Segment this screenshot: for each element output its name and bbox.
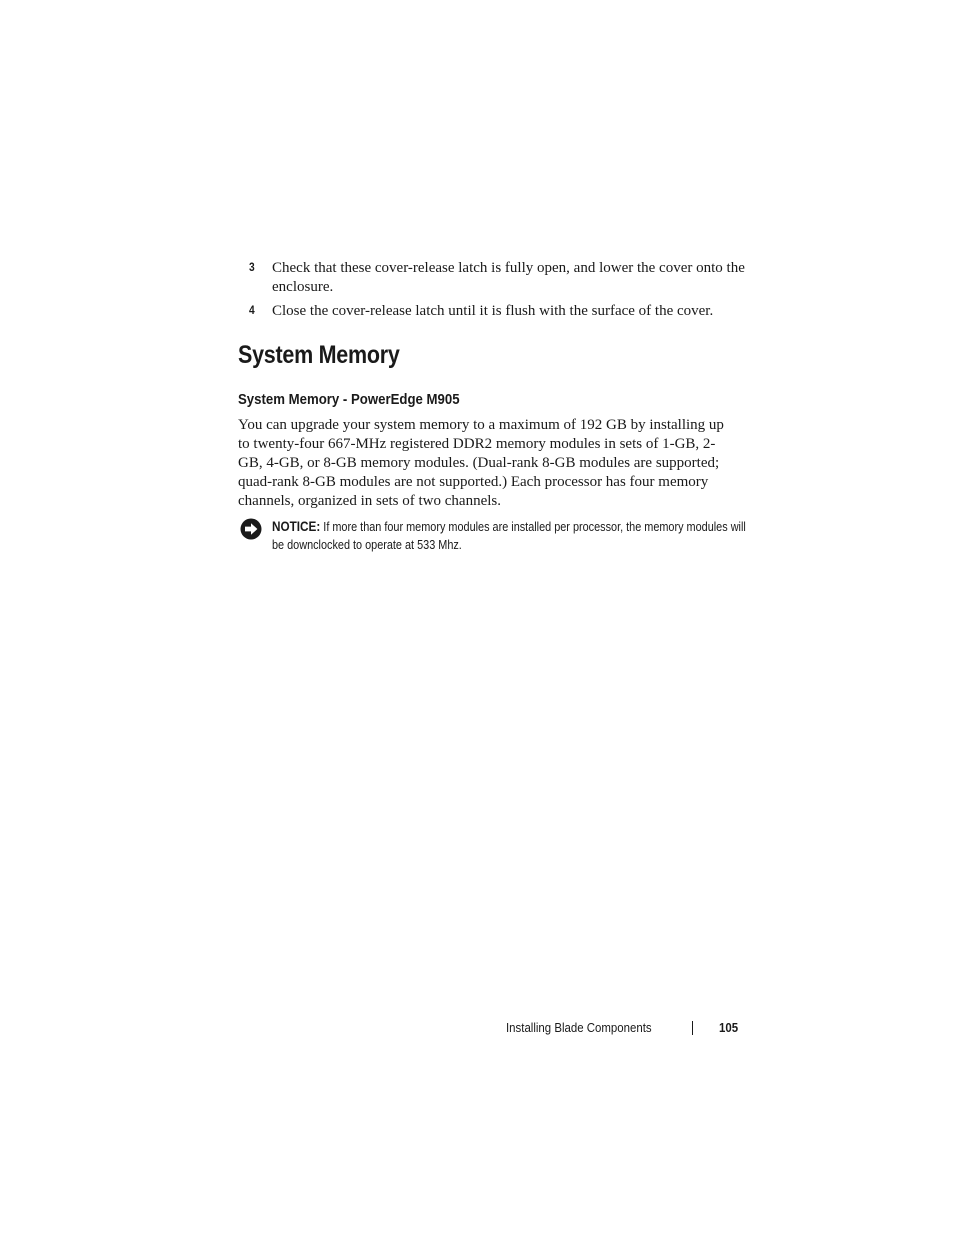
notice-message [272,518,759,554]
subsection-heading: System Memory - PowerEdge M905 [238,391,460,408]
notice-label: NOTICE: [272,519,321,534]
notice-arrow-icon [240,518,262,540]
page-number: 105 [719,1020,739,1035]
memory-description-paragraph: You can upgrade your system memory to a maximum of 192 GB by installing up to twenty-four 667-MHz registered DDR2 memory modules in sets of 1-GB, 2-GB, 4-GB, or 8-GB memory modules. (Dual-rank 8-GB modules are supported; quad-rank 8-GB modules are not supported.) Each processor has four memory channels, organized in sets of two channels. [238,417,724,509]
step-text: Close the cover-release latch until it is flush with the surface of the cover. [272,303,714,319]
footer-chapter-title: Installing Blade Components [506,1020,652,1035]
footer-separator [692,1021,693,1035]
step-text: Check that these cover-release latch is fully open, and lower the cover onto the enclosure. [272,260,745,295]
step-number: 3 [249,260,255,274]
notice-body: If more than four memory modules are installed per processor, the memory modules will be downclocked to operate at 533 Mhz. [272,520,746,552]
step-number: 4 [249,303,255,317]
section-heading: System Memory [238,341,400,369]
